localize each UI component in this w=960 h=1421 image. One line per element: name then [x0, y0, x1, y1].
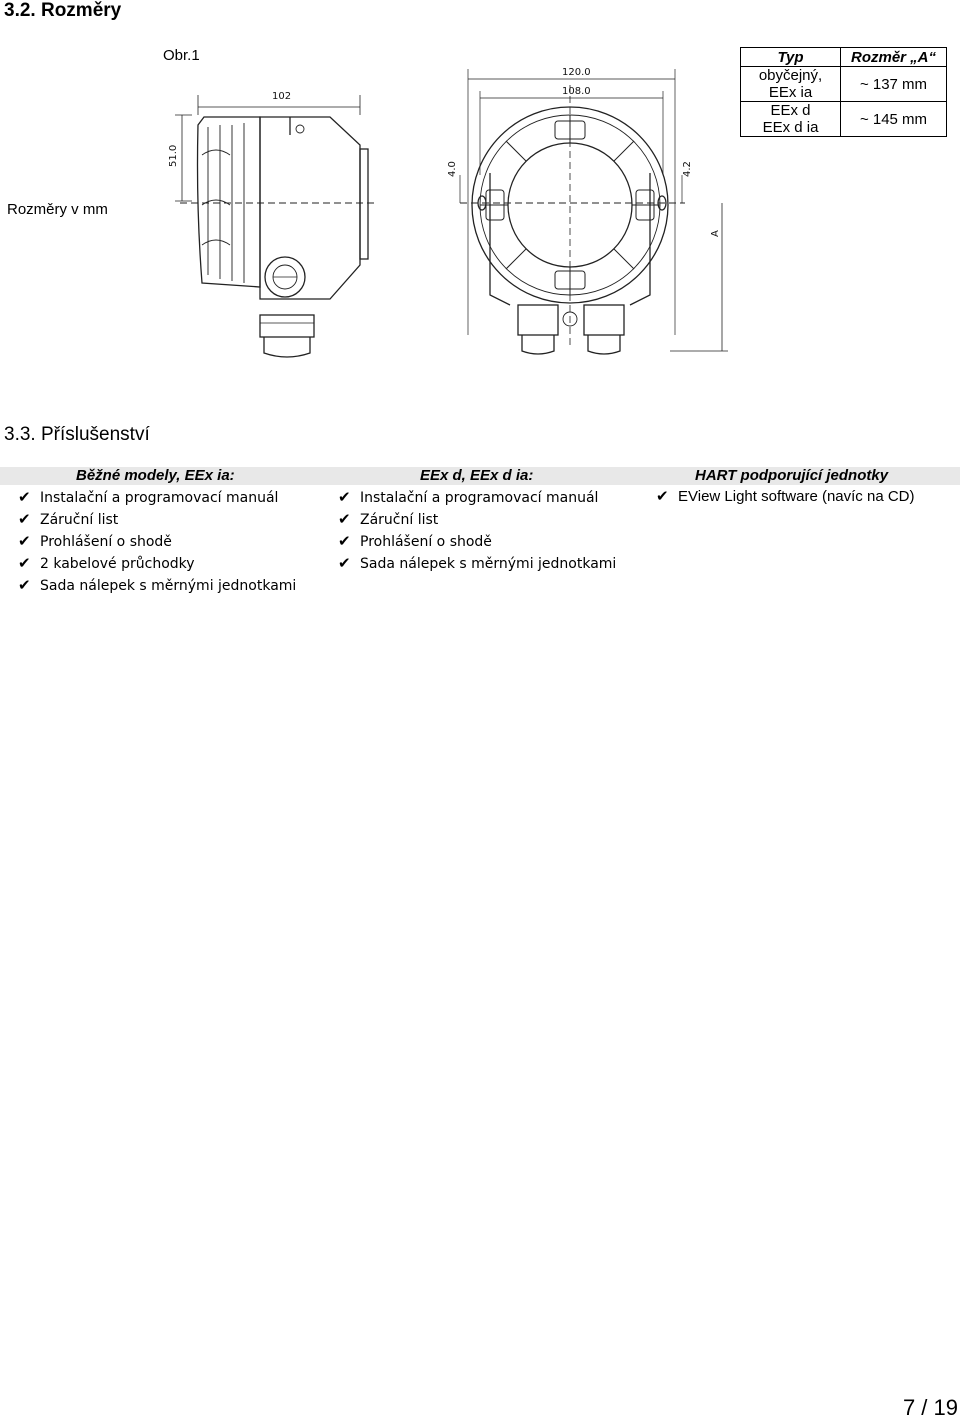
list-item: ✔ Prohlášení o shodě	[18, 532, 172, 550]
table-header-type: Typ	[741, 48, 841, 67]
table-row	[741, 102, 947, 137]
table-row	[741, 67, 947, 102]
label-front-outer: 120.0	[562, 67, 591, 78]
check-icon: ✔	[338, 554, 351, 572]
column-header-hart: HART podporující jednotky	[695, 467, 889, 484]
column-header-eexd: EEx d, EEx d ia:	[420, 467, 534, 484]
side-body	[260, 117, 360, 299]
check-icon: ✔	[18, 510, 31, 528]
table-cell-type: obyčejný, EEx ia	[741, 67, 841, 102]
section-title-accessories: 3.3. Příslušenství	[4, 424, 150, 445]
check-icon: ✔	[18, 488, 31, 506]
check-icon: ✔	[18, 554, 31, 572]
table-cell-type: EEx d EEx d ia	[741, 102, 841, 137]
type-dimension-table	[740, 47, 947, 137]
list-item: ✔ EView Light software (navíc na CD)	[656, 488, 915, 505]
front-window	[508, 143, 632, 267]
label-front-inner: 108.0	[562, 86, 591, 97]
label-offset-left: 4.0	[447, 161, 458, 177]
front-cable-entry-left	[518, 305, 558, 335]
list-item: ✔ Prohlášení o shodě	[338, 532, 492, 550]
units-note: Rozměry v mm	[7, 201, 108, 218]
side-cable-entry	[260, 315, 314, 337]
dimension-drawing	[160, 55, 740, 365]
front-cable-entry-right	[584, 305, 624, 335]
accessories-header-row	[0, 467, 960, 485]
table-cell-dimension: ~ 145 mm	[841, 102, 947, 137]
label-side-width: 102	[272, 91, 292, 102]
accessories-list-eexd	[338, 487, 616, 575]
check-icon: ✔	[656, 488, 669, 505]
list-item: ✔ Instalační a programovací manuál	[338, 488, 599, 506]
list-item: ✔ Záruční list	[338, 510, 439, 528]
list-item: ✔ 2 kabelové průchodky	[18, 554, 195, 572]
side-flange	[360, 149, 368, 259]
list-item: ✔ Sada nálepek s měrnými jednotkami	[338, 554, 617, 572]
list-item: ✔ Sada nálepek s měrnými jednotkami	[18, 576, 297, 594]
list-item: ✔ Instalační a programovací manuál	[18, 488, 279, 506]
check-icon: ✔	[338, 488, 351, 506]
check-icon: ✔	[338, 510, 351, 528]
page-number: 7 / 19	[902, 1395, 958, 1420]
label-side-height: 51.0	[168, 144, 179, 167]
check-icon: ✔	[338, 532, 351, 550]
label-offset-right: 4.2	[682, 161, 693, 177]
table-header-dimension: Rozměr „A“	[841, 48, 947, 67]
column-header-standard: Běžné modely, EEx ia:	[76, 467, 235, 484]
check-icon: ✔	[18, 532, 31, 550]
check-icon: ✔	[18, 576, 31, 594]
figure-label: Obr.1	[163, 47, 200, 64]
label-dim-a: A	[710, 230, 721, 237]
table-cell-dimension: ~ 137 mm	[841, 67, 947, 102]
section-title-dimensions: 3.2. Rozměry	[4, 0, 122, 21]
list-item: ✔ Záruční list	[18, 510, 119, 528]
accessories-list-standard	[18, 487, 296, 597]
accessories-list-hart	[656, 487, 915, 509]
